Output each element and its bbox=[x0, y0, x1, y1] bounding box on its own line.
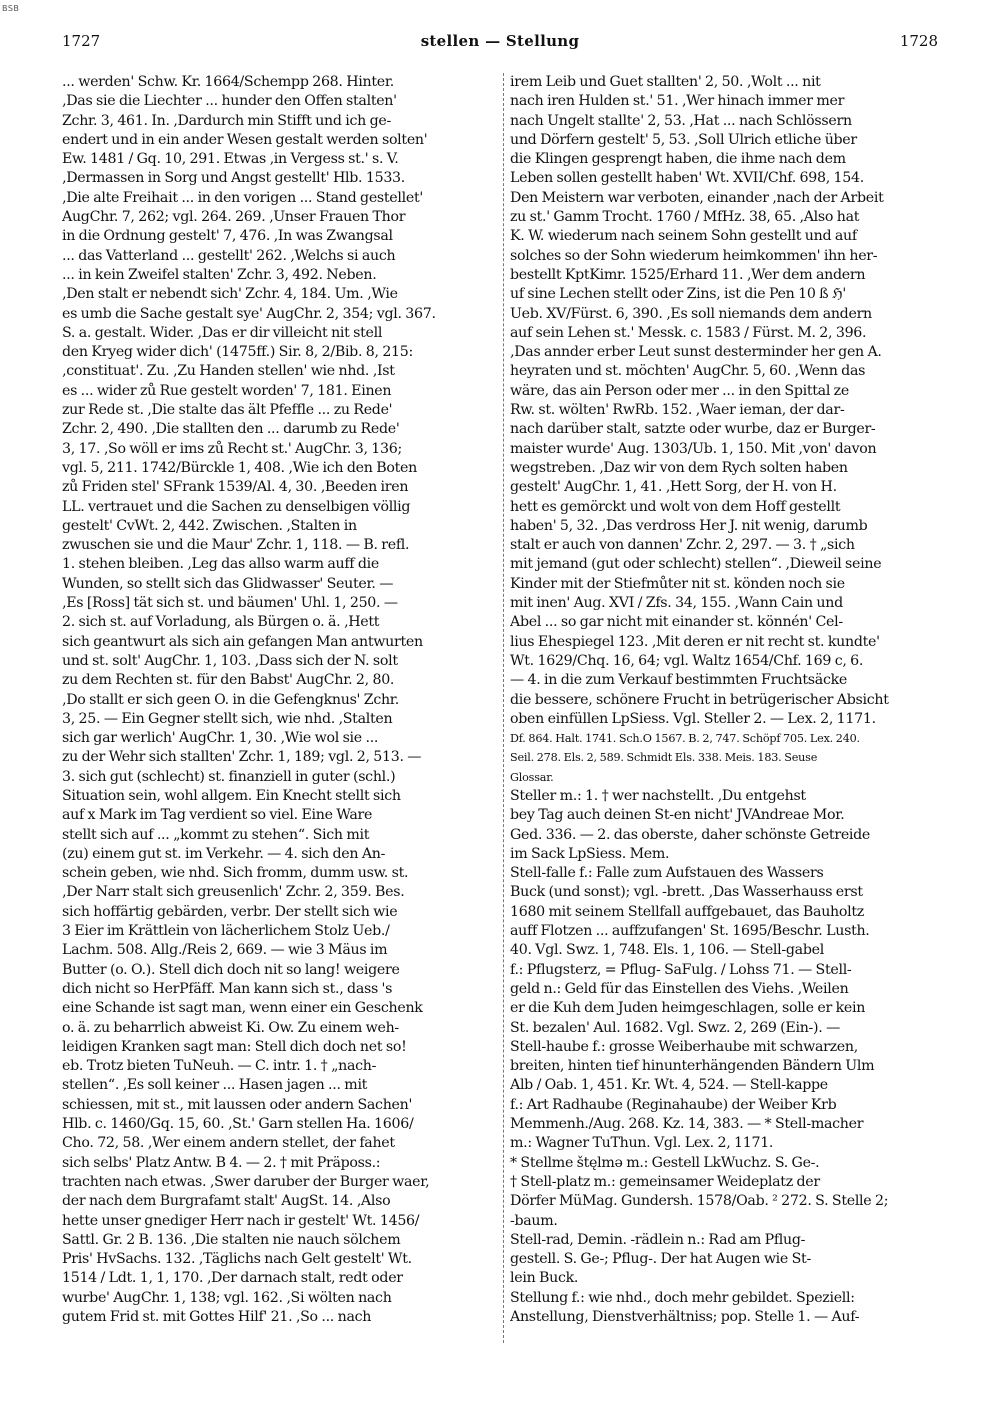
text-line: maister wurde' Aug. 1303/Ub. 1, 150. Mit ‚von' davon bbox=[510, 440, 877, 457]
text-line: Zchr. 3, 461. In. ‚Dardurch min Stifft und ich ge- bbox=[62, 112, 391, 129]
text-line: und Dörfern gestelt' 5, 53. ‚Soll Ulrich etliche über bbox=[510, 131, 857, 148]
text-line: 40. Vgl. Swz. 1, 748. Els. 1, 106. — Stell-gabel bbox=[510, 942, 824, 959]
text-line: o. ä. zu beharrlich abweist Ki. Ow. Zu einem weh- bbox=[62, 1019, 399, 1036]
text-line: Kinder mit der Stiefmůter nit st. könden noch sie bbox=[510, 575, 845, 592]
text-line: auff Flotzen ... auffzufangen' St. 1695/Beschr. Lusth. bbox=[510, 923, 870, 940]
text-line: Dörfer MüMag. Gundersh. 1578/Oab. ² 272. S. Stelle 2; bbox=[510, 1193, 889, 1210]
text-line: es ... wider zů Rue gestelt worden' 7, 181. Einen bbox=[62, 382, 392, 399]
text-line: es umb die Sache gestalt sye' AugChr. 2, 354; vgl. 367. bbox=[62, 305, 436, 322]
text-line: zu dem Rechten st. für den Babst' AugChr. 2, 80. bbox=[62, 672, 395, 689]
text-line: die Klingen gesprengt haben, die ihme nach dem bbox=[510, 151, 846, 168]
text-line: zwuschen sie und die Maur' Zchr. 1, 118. — B. refl. bbox=[62, 537, 410, 554]
text-line: St. bezalen' Aul. 1682. Vgl. Swz. 2, 269 (Ein-). — bbox=[510, 1019, 840, 1036]
text-line: ‚Es [Ross] tät sich st. und bäumen' Uhl. 1, 250. — bbox=[62, 595, 398, 612]
page-number-left: 1727 bbox=[62, 32, 101, 50]
text-line: Leben sollen gestellt haben' Wt. XVII/Chf. 698, 154. bbox=[510, 170, 864, 187]
text-line: Wunden, so stellt sich das Glidwasser' Seuter. — bbox=[62, 575, 394, 592]
text-line: den Kryeg wider dich' (1475ff.) Sir. 8, 2/Bib. 8, 215: bbox=[62, 344, 413, 361]
text-line: Hlb. c. 1460/Gq. 15, 60. ‚St.' Garn stellen Ha. 1606/ bbox=[62, 1116, 414, 1133]
text-line: solches so der Sohn wiederum heimkommen' ihn her- bbox=[510, 247, 878, 264]
text-line: im Sack LpSiess. Mem. bbox=[510, 845, 670, 862]
text-line: zur Rede st. ‚Die stalte das ält Pfeffle ... zu Rede' bbox=[62, 402, 393, 419]
text-line: 3, 25. — Ein Gegner stellt sich, wie nhd. ‚Stalten bbox=[62, 710, 393, 727]
text-line: ... werden' Schw. Kr. 1664/Schempp 268. Hinter. bbox=[62, 74, 394, 90]
column-divider bbox=[503, 73, 504, 1343]
text-line: 1680 mit seinem Stellfall auffgebauet, das Bauholtz bbox=[510, 903, 864, 920]
text-line: und st. solt' AugChr. 1, 103. ‚Dass sich der N. solt bbox=[62, 652, 398, 669]
text-line: stalt er auch von dannen' Zchr. 2, 297. — 3. † „sich bbox=[510, 537, 855, 554]
text-line: wegstreben. ‚Daz wir von dem Rych solten haben bbox=[510, 459, 848, 476]
text-line: m.: Wagner TuThun. Vgl. Lex. 2, 1171. bbox=[510, 1135, 774, 1152]
text-line: vgl. 5, 211. 1742/Bürckle 1, 408. ‚Wie ich den Boten bbox=[62, 459, 417, 476]
text-line: leidigen Kranken sagt man: Stell dich doch net so! bbox=[62, 1038, 407, 1055]
text-line: endert und in ein ander Wesen gestalt werden solten' bbox=[62, 131, 428, 148]
text-line: (zu) einem gut st. im Verkehr. — 4. sich den An- bbox=[62, 845, 386, 862]
text-line: schiessen, mit st., mit laussen oder andern Sachen' bbox=[62, 1096, 413, 1113]
text-line: heyraten und st. möchten' AugChr. 5, 60. ‚Wenn das bbox=[510, 363, 866, 380]
text-line: — 4. in die zum Verkauf bestimmten Fruchtsäcke bbox=[510, 672, 847, 689]
text-line: lius Ehespiegel 123. ‚Mit deren er nit recht st. kundte' bbox=[510, 633, 880, 650]
text-line: schein geben, wie nhd. Sich fromm, dumm usw. st. bbox=[62, 865, 409, 882]
text-line: Seil. 278. Els. 2, 589. Schmidt Els. 338. Meis. 183. Seuse bbox=[510, 751, 818, 765]
text-line: gestelt' AugChr. 1, 41. ‚Hett Sorg, der H. von H. bbox=[510, 479, 837, 496]
text-line: gestell. S. Ge-; Pflug-. Der hat Augen wie St- bbox=[510, 1251, 811, 1268]
text-line: 1514 / Ldt. 1, 1, 170. ‚Der darnach stalt, redt oder bbox=[62, 1270, 403, 1287]
library-stamp: BSB bbox=[2, 4, 20, 13]
text-line: nach Ungelt stallte' 2, 53. ‚Hat ... nach Schlössern bbox=[510, 112, 852, 129]
text-line: Stell-falle f.: Falle zum Aufstauen des Wassers bbox=[510, 865, 824, 882]
text-line: Ged. 336. — 2. das oberste, daher schönste Getreide bbox=[510, 826, 871, 843]
text-line: lein Buck. bbox=[510, 1270, 579, 1287]
text-line: irem Leib und Guet stallten' 2, 50. ‚Wolt ... nit bbox=[510, 74, 821, 90]
right-column bbox=[510, 73, 940, 1327]
text-line: bestellt KptKimr. 1525/Erhard 11. ‚Wer dem andern bbox=[510, 266, 866, 283]
text-line: Memmenh./Aug. 268. Kz. 14, 383. — * Stell-macher bbox=[510, 1116, 864, 1133]
text-line: wäre, das ain Person oder mer ... in den Spittal ze bbox=[510, 382, 849, 399]
text-line: nach iren Hulden st.' 51. ‚Wer hinach immer mer bbox=[510, 93, 845, 110]
text-line: nach darüber stalt, satzte oder wurbe, daz er Burger- bbox=[510, 421, 876, 438]
text-line: mit inen' Aug. XVI / Zfs. 34, 155. ‚Wann Cain und bbox=[510, 595, 843, 612]
text-line: Pris' HvSachs. 132. ‚Täglichs nach Gelt gestelt' Wt. bbox=[62, 1251, 412, 1268]
text-line: 3 Eier im Krättlein von lächerlichem Stolz Ueb./ bbox=[62, 923, 390, 940]
text-line: der nach dem Burgrafamt stalt' AugSt. 14. ‚Also bbox=[62, 1193, 391, 1210]
text-line: Abel ... so gar nicht mit einander st. könnén' Cel- bbox=[510, 614, 843, 631]
text-line: ‚Do stallt er sich geen O. in die Gefengknus' Zchr. bbox=[62, 691, 399, 708]
text-line: eine Schande ist sagt man, wenn einer ein Geschenk bbox=[62, 1000, 423, 1017]
text-line: breiten, hinten tief hinunterhängenden Bändern Ulm bbox=[510, 1058, 875, 1075]
text-line: oben einfüllen LpSiess. Vgl. Steller 2. — Lex. 2, 1171. bbox=[510, 710, 876, 727]
text-line: 3. sich gut (schlecht) st. finanziell in guter (schl.) bbox=[62, 768, 396, 785]
text-line: ‚Die alte Freihait ... in den vorigen ... Stand gestellet' bbox=[62, 189, 423, 206]
text-line: Anstellung, Dienstverhältniss; pop. Stelle 1. — Auf- bbox=[510, 1309, 860, 1325]
text-line: ‚Der Narr stalt sich greusenlich' Zchr. 2, 359. Bes. bbox=[62, 884, 405, 901]
text-line: gestelt' CvWt. 2, 442. Zwischen. ‚Stalten in bbox=[62, 517, 357, 534]
left-column bbox=[62, 73, 496, 1327]
text-line: sich gar werlich' AugChr. 1, 30. ‚Wie wol sie ... bbox=[62, 730, 379, 747]
text-line: sich hoffärtig gebärden, verbr. Der stellt sich wie bbox=[62, 903, 398, 920]
text-line: trachten nach etwas. ‚Swer daruber der Burger waer, bbox=[62, 1173, 430, 1190]
text-line: Rw. st. wölten' RwRb. 152. ‚Waer ieman, der dar- bbox=[510, 402, 845, 419]
text-line: Ueb. XV/Fürst. 6, 390. ‚Es soll niemands dem andern bbox=[510, 305, 872, 322]
text-line: auf sein Lehen st.' Messk. c. 1583 / Fürst. M. 2, 396. bbox=[510, 324, 867, 341]
text-line: Stellung f.: wie nhd., doch mehr gebildet. Speziell: bbox=[510, 1289, 855, 1306]
text-line: bey Tag auch deinen St-en nicht' JVAndreae Mor. bbox=[510, 807, 845, 824]
text-line: Wt. 1629/Chq. 16, 64; vgl. Waltz 1654/Chf. 169 c, 6. bbox=[510, 652, 864, 669]
text-line: ‚Den stalt er nebendt sich' Zchr. 4, 184. Um. ‚Wie bbox=[62, 286, 398, 303]
text-line: -baum. bbox=[510, 1212, 558, 1229]
text-line: AugChr. 7, 262; vgl. 264. 269. ‚Unser Frauen Thor bbox=[62, 209, 406, 226]
text-line: ‚Das annder erber Leut sunst desterminder her gen A. bbox=[510, 344, 882, 361]
text-line: Stell-haube f.: grosse Weiberhaube mit schwarzen, bbox=[510, 1038, 858, 1055]
text-line: hette unser gnediger Herr nach ir gestelt' Wt. 1456/ bbox=[62, 1212, 420, 1229]
text-line: S. a. gestalt. Wider. ‚Das er dir villeicht nit stell bbox=[62, 324, 383, 341]
running-title: stellen — Stellung bbox=[420, 32, 580, 50]
text-line: † Stell-platz m.: gemeinsamer Weideplatz der bbox=[510, 1173, 820, 1190]
text-line: zu der Wehr sich stallten' Zchr. 1, 189; vgl. 2, 513. — bbox=[62, 749, 422, 766]
text-line: Glossar. bbox=[510, 770, 554, 784]
text-line: haben' 5, 32. ‚Das verdross Her J. nit wenig, darumb bbox=[510, 517, 868, 534]
text-line: wurbe' AugChr. 1, 138; vgl. 162. ‚Si wölten nach bbox=[62, 1289, 392, 1306]
text-line: stellen“. ‚Es soll keiner ... Hasen jagen ... mit bbox=[62, 1077, 368, 1094]
text-line: Lachm. 508. Allg./Reis 2, 669. — wie 3 Mäus im bbox=[62, 942, 388, 959]
text-line: Den Meistern war verboten, einander ‚nach der Arbeit bbox=[510, 189, 884, 206]
text-line: gutem Frid st. mit Gottes Hilf' 21. ‚So ... nach bbox=[62, 1309, 372, 1325]
text-line: zu st.' Gamm Trocht. 1760 / MfHz. 38, 65. ‚Also hat bbox=[510, 209, 860, 226]
text-line: ‚Dermassen in Sorg und Angst gestellt' Hlb. 1533. bbox=[62, 170, 405, 187]
text-line: stellt sich auf ... „kommt zu stehen“. Sich mit bbox=[62, 826, 370, 843]
text-line: ... das Vatterland ... gestellt' 262. ‚Welchs si auch bbox=[62, 247, 396, 264]
text-line: dich nicht so HerPfäff. Man kann sich st., dass 's bbox=[62, 980, 393, 997]
text-line: 1. stehen bleiben. ‚Leg das allso warm auff die bbox=[62, 556, 379, 573]
page-number-right: 1728 bbox=[899, 32, 938, 50]
text-line: Cho. 72, 58. ‚Wer einem andern stellet, der fahet bbox=[62, 1135, 395, 1152]
text-line: Alb / Oab. 1, 451. Kr. Wt. 4, 524. — Stell-kappe bbox=[510, 1077, 828, 1094]
text-line: K. W. wiederum nach seinem Sohn gestellt und auf bbox=[510, 228, 857, 245]
text-line: in die Ordnung gestelt' 7, 476. ‚In was Zwangsal bbox=[62, 228, 393, 245]
text-line: Sattl. Gr. 2 B. 136. ‚Die stalten nie nauch sölchem bbox=[62, 1231, 401, 1248]
text-line: ‚constituat'. Zu. ‚Zu Handen stellen' wie nhd. ‚Ist bbox=[62, 363, 395, 380]
text-line: die bessere, schönere Frucht in betrügerischer Absicht bbox=[510, 691, 889, 708]
text-line: auf x Mark im Tag verdient so viel. Eine Ware bbox=[62, 807, 373, 824]
text-line: Butter (o. O.). Stell dich doch nit so lang! weigere bbox=[62, 961, 400, 978]
text-line: hett es gemörckt und wolt von dem Hoff gestellt bbox=[510, 498, 841, 515]
text-line: 2. sich st. auf Vorladung, als Bürgen o. ä. ‚Hett bbox=[62, 614, 380, 631]
text-line: * Stellme štęlmə m.: Gestell LkWuchz. S. Ge-. bbox=[510, 1154, 820, 1171]
text-line: f.: Pflugsterz, = Pflug- SaFulg. / Lohss 71. — Stell- bbox=[510, 961, 852, 978]
text-line: geld n.: Geld für das Einstellen des Viehs. ‚Weilen bbox=[510, 980, 849, 997]
text-line: er die Kuh dem Juden heimgeschlagen, solle er kein bbox=[510, 1000, 866, 1017]
text-line: Zchr. 2, 490. ‚Die stallten den ... darumb zu Rede' bbox=[62, 421, 400, 438]
text-line: sich selbs' Platz Antw. B 4. — 2. † mit Präposs.: bbox=[62, 1154, 381, 1171]
text-line: ... in kein Zweifel stalten' Zchr. 3, 492. Neben. bbox=[62, 266, 377, 283]
text-line: sich geantwurt als sich ain gefangen Man antwurten bbox=[62, 633, 423, 650]
text-line: Steller m.: 1. † wer nachstellt. ‚Du entgehst bbox=[510, 787, 806, 804]
text-line: uf sine Lechen stellt oder Zins, ist die Pen 10 ß ℌ' bbox=[510, 286, 846, 303]
text-line: Buck (und sonst); vgl. -brett. ‚Das Wasserhauss erst bbox=[510, 884, 863, 901]
page-header bbox=[62, 30, 938, 52]
text-line: Df. 864. Halt. 1741. Sch.O 1567. B. 2, 747. Schöpf 705. Lex. 240. bbox=[510, 732, 860, 746]
text-line: Ew. 1481 / Gq. 10, 291. Etwas ‚in Vergess st.' s. V. bbox=[62, 151, 399, 168]
text-line: f.: Art Radhaube (Reginahaube) der Weiber Krb bbox=[510, 1096, 837, 1113]
text-line: zů Friden stel' SFrank 1539/Al. 4, 30. ‚Beeden iren bbox=[62, 479, 409, 496]
text-line: eb. Trotz bieten TuNeuh. — C. intr. 1. † „nach- bbox=[62, 1058, 377, 1075]
text-line: Stell-rad, Demin. -rädlein n.: Rad am Pflug- bbox=[510, 1231, 806, 1248]
text-line: ‚Das sie die Liechter ... hunder den Offen stalten' bbox=[62, 93, 397, 110]
text-line: Situation sein, wohl allgem. Ein Knecht stellt sich bbox=[62, 787, 401, 804]
text-line: 3, 17. ‚So wöll er ims zů Recht st.' AugChr. 3, 136; bbox=[62, 440, 402, 457]
text-line: LL. vertrauet und die Sachen zu denselbigen völlig bbox=[62, 498, 411, 515]
text-line: mit jemand (gut oder schlecht) stellen“. ‚Dieweil seine bbox=[510, 556, 882, 573]
